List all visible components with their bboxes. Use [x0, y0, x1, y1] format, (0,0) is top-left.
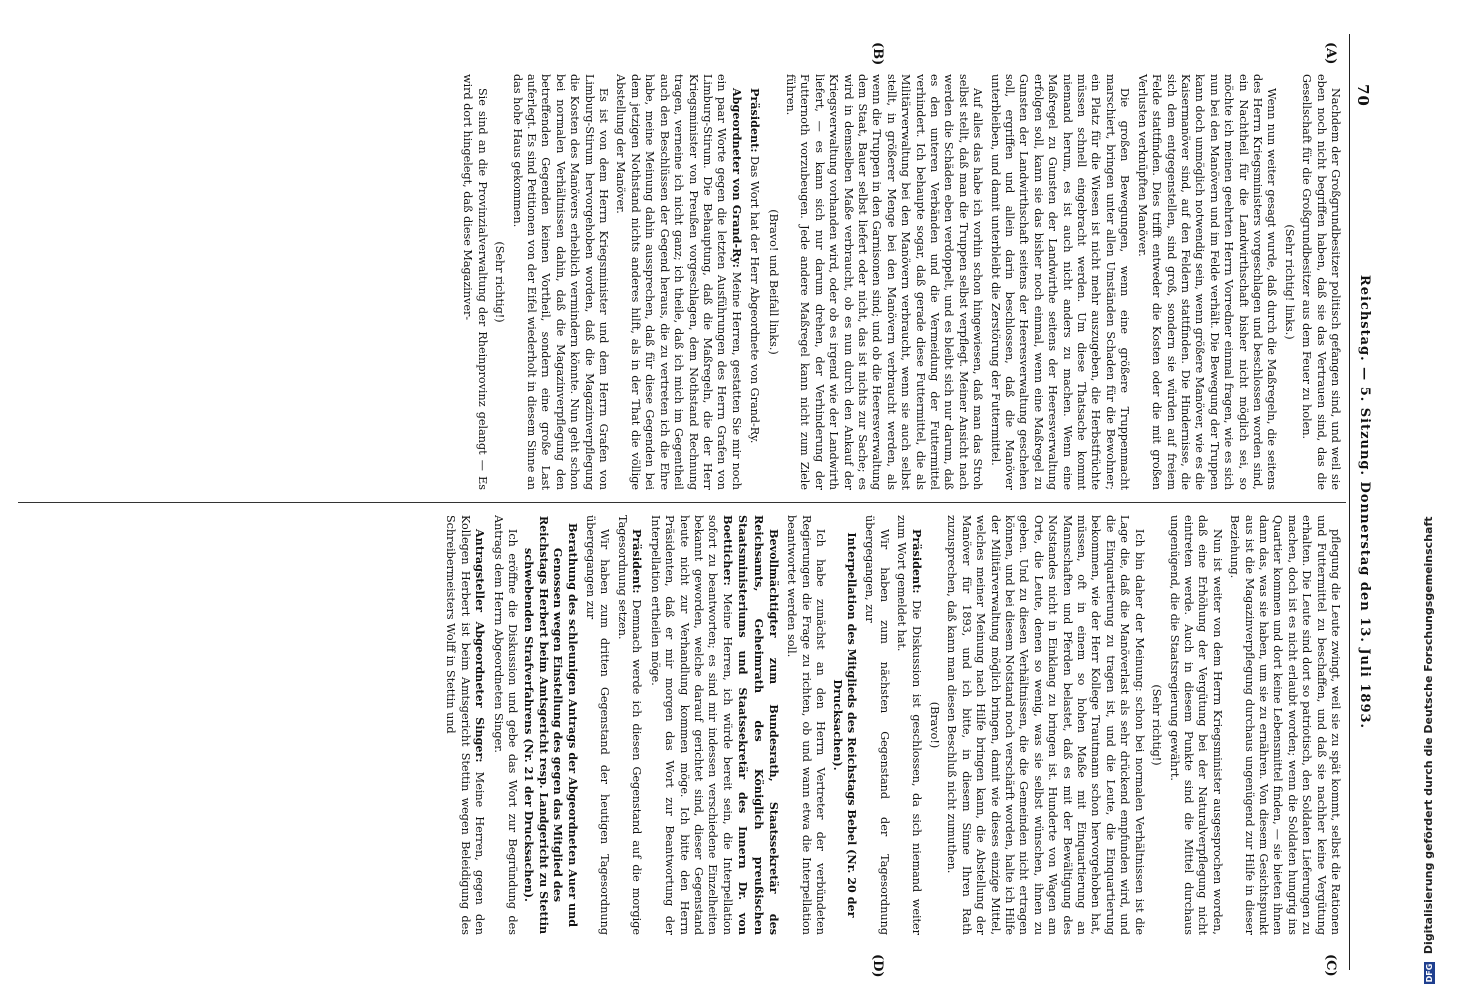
paragraph: Sie sind an die Provinzialverwaltung der Rheinprovinz gelangt — Es wird dort hingelegt, daß diese Magazinver- [461, 74, 489, 490]
margin-marker-d: (D) [870, 954, 885, 978]
paragraph: Es ist von dem Herrn Kriegsminister und dem Herrn Grafen von Limburg-Stirum hervorgehoben worden, daß die Magazinverpflegung die Kosten des Manövers erheblich vermindern könnte. Nun geht schon bei normalen Verhältnissen dahin, daß die Magazinverpflegung den betreffenden Gegenden keinen Vortheil, sondern eine große Last auferlegt. Es sind Petitionen von der Eifel wiederholt in diesem Sinne an das hohe Haus gekommen. [510, 74, 611, 490]
digitization-sidebar [1384, 0, 1435, 1000]
paragraph: Die großen Bewegungen, wenn eine größere Truppenmacht marschiert, bringen unter allen Umständen Schaden für die Bewohner; ein Platz für die Wiesen ist nicht mehr auszugeben, die Herbstfrüchte müssen schnell eingebracht werden. Um diese Thatsache kommt niemand herum, es ist auch nicht anders zu machen. Wenn eine Maßregel zu Gunsten der Landwirthe seitens der Heeresverwaltung erfolgen soll, kann sie das bisher noch einmal, wenn eine Maßregel zu Gunsten der Landwirthschaft seitens der Heeresverwaltung geschehen soll, ergriffen und allein darin beschlossen, daß die Manöver unterbleiben, und damit unterbleibt die Zerstörung der Futtermittel. [988, 74, 1132, 490]
right-text-column [18, 515, 1342, 935]
paragraph: Ich habe zunächst an den Herrn Vertreter der verbündeten Regierungen die Frage zu richten, ob und wann etwa die Interpellation beantwortet werden soll. [785, 515, 828, 935]
paragraph: Präsident: Demnach werde ich diesen Gegenstand auf die morgige Tagesordnung setzen. [615, 515, 645, 935]
page-number: 70 [1354, 84, 1372, 107]
speaker-name: Präsident: [630, 529, 645, 594]
paragraph: (Sehr richtig! links.) [1282, 224, 1296, 340]
paragraph: (Bravo!) [928, 701, 942, 749]
paragraph: Interpellation des Mitglieds des Reichstags Bebel (Nr. 20 der Drucksachen). [830, 532, 859, 918]
paragraph: Nun ist weiter von dem Herrn Kriegsminister ausgesprochen worden, daß eine Erhöhung der Vergütung bei der Naturalverpflegung nicht eintreten werde. Auch in diesem Punkte sind die Mittel durchaus ungenügend, die die Staatsregierung gewährt. [1167, 515, 1224, 935]
paragraph: Nachdem der Großgrundbesitzer politisch gefangen sind, und weil sie eben noch nicht begriffen haben, daß sie das Vertrauen sind, das die Gesellschaft für die Großgrundbesitzer aus dem Feuer zu holen. [1300, 74, 1342, 490]
margin-marker-c: (C) [1323, 954, 1338, 977]
paragraph: Berathung des schleunigen Antrags der Abgeordneten Auer und Genossen wegen Einstellung des gegen das Mitglied des Reichstags Herbert beim Amtsgericht resp. Landgericht zu Stettin schwebenden Strafverfahrens (Nr. 21 der Drucksachen). [522, 515, 580, 935]
paragraph: Wenn nun weiter gesagt wurde, daß durch die Maßregeln, die seitens des Herrn Kriegsministers vorgeschlagen und beschlossen worden sind, ein Nachtheil für die Landwirthschaft bisher nicht möglich sei, so möchte ich meinen geehrten Herrn Vorredner einmal fragen, wie es sich nun bei den Manövern und im Felde verhält. Die Bewegung der Truppen kann doch unmöglich notwendig sein, wenn größere Manöver, wie es die Kaisermanöver sind, auf den Feldern stattfinden. Die Hindernisse, die sich dem entgegenstellen, sind groß, sondern sie würden auf freiem Felde stattfinden. Dies trifft entweder die Kosten oder die mit großen Verlusten verknüpften Manöver. [1135, 74, 1279, 490]
paragraph: Wir haben zum dritten Gegenstand der heutigen Tagesordnung übergegangen zur [584, 515, 612, 935]
paragraph: Ich bin daher der Meinung: schon bei normalen Verhältnissen ist die Lage die, daß die Manöverlast als sehr drückend empfunden wird, und die Einquartierung zu tragen ist, und die Leute, die Einquartierung bekommen, wie der Herr Kollege Trautmann schon hervorgehoben hat, müssen, oft in einem so hohen Maße mit Einquartierung an Mannschaften und Pferden belastet, daß es mit der Bewältigung des Notstandes nicht in Einklang zu bringen ist. Hunderte von Wagen am Orte, die Leute, denen so wenig, was sie selbst wünschen, ihnen zu geben. Und zu diesen Verhältnissen, die die Gemeinden nicht ertragen können, und bei diesem Notstand noch verschärft worden, halte ich Hilfe der Militärverwaltung möglich bringen, damit wie dieses einzige Mittel, welches meiner Meinung nach Hilfe bringen kann, die Abstellung der Manöver für 1893, und ich bitte, in diesem Sinne Ihren Rath zuzusprechen, daß kann man diesen Beschluß nicht zumuthen. [945, 515, 1146, 935]
digitization-notice: Digitalisierung gefördert durch die Deutsche Forschungsgemeinschaft [1422, 516, 1435, 955]
paragraph: (Sehr richtig!) [1150, 684, 1164, 766]
speaker-name: Präsident: [909, 529, 924, 594]
margin-marker-b: (B) [870, 42, 885, 66]
paragraph: Ich eröffne die Diskussion und gebe das Wort zur Begründung des Antrags dem Herrn Abgeordneten Singer. [491, 515, 520, 935]
paragraph: (Bravo! und Beifall links.) [766, 209, 780, 355]
paragraph: Antragsteller Abgeordneter Singer: Meine Herren, gegen den Kollegen Herbert ist beim Amtsgericht Stettin wegen Beleidigung des Schreibermeisters Wolff in Stettin und [444, 515, 488, 935]
left-text-column [18, 74, 1342, 490]
dfg-logo: DFG [1424, 963, 1434, 983]
paragraph: Bevollmächtigter zum Bundesrath, Staatssekretär des Reichsamts, Geheimrath des Königlich preußischen Staatsministeriums und Staatssekretär des Innern Dr. von Boetticher: Meine Herren, ich würde bereit sein, die Interpellation sofort zu beantworten; es sind mir indessen verschiedene Einzelheiten bekannt geworden, welche darauf gerichtet sind, dieser Gegenstand heute nicht zur Verhandlung kommen möge. Ich bitte den Herrn Präsidenten, daß er mir morgen das Wort zur Beantwortung der Interpellation ertheilen möge. [648, 515, 781, 935]
paragraph: Präsident: Das Wort hat der Herr Abgeordnete von Grand-Ry. [748, 88, 763, 444]
paragraph: Auf alles das habe ich vorhin schon hingewiesen, daß man das Stroh selbst stellt, daß man die Truppen selbst verpflegt. Meiner Ansicht nach werden die Schäden eben verdoppelt, und es bleibt sich nur darum, daß es den unteren Verbänden und die Vermeidung der Futtermittel verhindert. Ich behaupte sogar, daß gerade diese Futtermittel, die als Militärverwaltung bei den Manövern verbraucht, wenn sie auch selbst stellt, in größerer Menge bei den Manövern verbraucht werden, als wenn die Truppen in den Garnisonen sind; und ob die Heeresverwaltung dem Staat, Bauer selbst liefert oder nicht, das ist nichts zur Sache; es wird in demselben Maße verbraucht, ob es nun durch den Ankauf der Kriegsverwaltung vorhanden wird, oder ob es irgend wie der Landwirth liefert, — es kann sich nur darum drehen, der Verhinderung der Futternoth vorzubeugen. Jede andere Maßregel kann nicht zum Ziele führen. [783, 74, 985, 490]
speaker-name: Präsident: [748, 88, 763, 153]
speaker-name: Antragsteller Abgeordneter Singer: [473, 529, 488, 763]
paragraph: Abgeordneter von Grand-Ry: Meine Herren, gestatten Sie mir noch ein paar Worte gegen die letzten Ausführungen des Herrn Grafen von Limburg-Stirum. Die Behauptung, daß die Maßregeln, die der Herr Kriegsminister von Preußen vorgeschlagen, dem Nothstand Rechnung tragen, verneine ich nicht ganz; ich theile, daß ich mich im Gegentheil auch den Beschlüssen der Gegend heraus, die zu vertreten ich die Ehre habe, meine Meinung dahin aussprechen, daß für diese Gegenden bei dem jetzigen Nothstand nichts anderes hilft, als in der That die völlige Abstellung der Manöver. [614, 74, 744, 490]
page-header [1349, 34, 1374, 970]
speaker-name: Abgeordneter von Grand-Ry: [729, 88, 744, 268]
paragraph: (Sehr richtig!) [493, 241, 507, 323]
margin-marker-a: (A) [1323, 42, 1338, 65]
speaker-name: Bevollmächtigter zum Bundesrath, Staatssekretär des Reichsamts, Geheimrath des Königlich preußischen Staatsministeriums und Staatssekretär des Innern Dr. von Boetticher: [720, 515, 781, 935]
paragraph: Präsident: Die Diskussion ist geschlossen, da sich niemand weiter zum Wort gemeldet hat. [895, 515, 924, 935]
page-title: Reichstag. — 5. Sitzung. Donnerstag den 13. Juli 1893. [1357, 274, 1372, 730]
column-divider [18, 502, 1346, 503]
paragraph: pflegung die Leute zwingt, weil sie zu spät kommt, selbst die Rationen und Futtermittel zu beschaffen, und daß sie nachher keine Vergütung erhalten. Die Leute sind dort so patriotisch, den Soldaten Lieferungen zu machen, doch ist es nicht erlaubt worden; wenn die Soldaten hungrig ins Quartier kommen und dort keine Lebensmittel finden, — sie bieten ihnen dann das, was sie haben, um sie zu ernähren. Von diesem Gesichtspunkt aus ist die Magazinverpflegung durchaus ungenügend zur Hilfe in dieser Beziehung. [1228, 515, 1342, 935]
paragraph: Wir haben zum nächsten Gegenstand der Tagesordnung übergegangen, zur [863, 515, 891, 935]
